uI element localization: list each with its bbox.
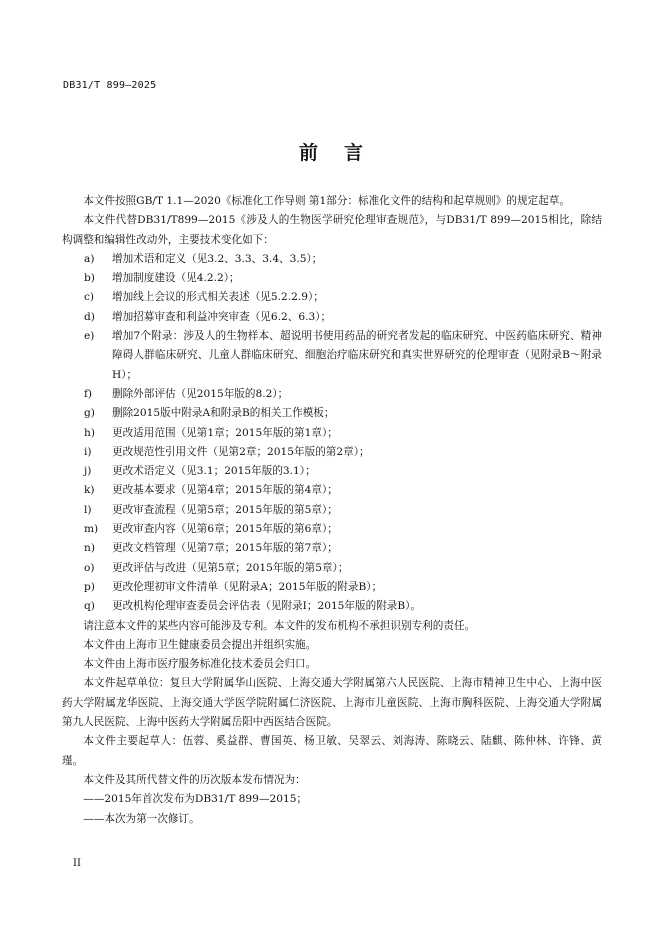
list-item-label: j) (84, 465, 92, 478)
list-item (62, 462, 602, 481)
list-item (62, 288, 602, 307)
list-item-label: b) (84, 272, 95, 285)
page-title: 前言 (298, 142, 389, 164)
list-item-text: 更改规范性引用文件（见第2章；2015年版的第2章）； (112, 445, 370, 458)
list-item-text: 更改评估与改进（见第5章；2015年版的第5章）； (112, 561, 349, 574)
list-item (62, 308, 602, 327)
list-item-text: 增加制度建设（见4.2.2）； (112, 272, 240, 285)
list-item-label: e) (84, 330, 95, 343)
list-item-label: p) (84, 580, 95, 593)
list-item-label: h) (84, 426, 95, 439)
list-item-label: l) (84, 503, 92, 516)
history-item: ——本次为第一次修订。 (83, 812, 200, 825)
list-item (62, 443, 602, 462)
intro-paragraph: 本文件按照GB/T 1.1—2020《标准化工作导则 第1部分：标准化文件的结构和起草规则》的规定起草。 (83, 195, 570, 207)
list-item-label: d) (84, 310, 95, 323)
intro-paragraph: 本文件代替DB31/T899—2015《涉及人的生物医学研究伦理审查规范》，与DB31/T 899—2015相比，除结构调整和编辑性改动外，主要技术变化如下： (62, 214, 602, 246)
list-item (62, 404, 602, 423)
history-item: ——2015年首次发布为DB31/T 899—2015； (83, 793, 308, 806)
patent-notice: 请注意本文件的某些内容可能涉及专利。本文件的发布机构不承担识别专利的责任。 (83, 619, 476, 632)
drafters: 本文件主要起草人：伍蓉、奚益群、曹国英、杨卫敏、吴翠云、刘海涛、陈晓云、陆麒、陈仲林、许锋、黄瑾。 (62, 735, 602, 767)
list-item (62, 327, 602, 385)
list-item-label: g) (84, 407, 95, 420)
list-item (62, 539, 602, 558)
list-item-text: 更改术语定义（见3.1；2015年版的3.1）； (112, 465, 316, 478)
list-item-text: 更改审查流程（见第5章；2015年版的第5章）； (112, 503, 338, 516)
list-item-text: 删除外部评估（见2015年版的8.2）； (112, 387, 289, 400)
change-list (62, 250, 602, 617)
foreword-body (62, 192, 602, 829)
history-intro: 本文件及其所代替文件的历次版本发布情况为： (83, 773, 306, 786)
proposer-statement: 本文件由上海市卫生健康委员会提出并组织实施。 (83, 638, 317, 651)
list-item-text: 增加线上会议的形式相关表述（见5.2.2.9）； (112, 291, 324, 304)
list-item (62, 501, 602, 520)
list-item-label: f) (84, 387, 93, 400)
page-number: II (73, 858, 81, 869)
list-item-label: a) (84, 252, 95, 265)
committee-statement: 本文件由上海市医疗服务标准化技术委员会归口。 (83, 658, 317, 671)
list-item (62, 250, 602, 269)
list-item-label: q) (84, 600, 95, 613)
list-item-label: k) (84, 484, 95, 497)
list-item-text: 更改文档管理（见第7章；2015年版的第7章）； (112, 542, 338, 555)
list-item (62, 578, 602, 597)
list-item-text: 更改伦理初审文件清单（见附录A；2015年版的附录B）； (112, 580, 383, 593)
list-item (62, 385, 602, 404)
list-item-label: m) (84, 523, 99, 536)
list-item-text: 更改审查内容（见第6章；2015年版的第6章）； (112, 523, 338, 536)
list-item-text: 增加7个附录：涉及人的生物样本、超说明书使用药品的研究者发起的临床研究、中医药临床研究、精神障碍人群临床研究、儿童人群临床研究、细胞治疗临床研究和真实世界研究的伦理审查（见附录B～附录H）； (112, 330, 602, 381)
list-item (62, 559, 602, 578)
list-item (62, 481, 602, 500)
drafting-units: 本文件起草单位：复旦大学附属华山医院、上海交通大学附属第六人民医院、上海市精神卫生中心、上海中医药大学附属龙华医院、上海交通大学医学院附属仁济医院、上海市儿童医院、上海市胸科医院、上海交通大学附属第九人民医院、上海中医药大学附属岳阳中西医结合医院。 (62, 677, 602, 729)
list-item (62, 424, 602, 443)
document-code: DB31/T 899—2025 (63, 80, 157, 91)
list-item-text: 删除2015版中附录A和附录B的相关工作模板； (112, 407, 335, 420)
list-item-label: o) (84, 561, 95, 574)
list-item-label: c) (84, 291, 95, 304)
list-item-text: 更改适用范围（见第1章；2015年版的第1章）； (112, 426, 338, 439)
list-item-text: 增加招募审查和利益冲突审查（见6.2、6.3）； (112, 310, 332, 323)
list-item (62, 520, 602, 539)
list-item-label: i) (84, 445, 92, 458)
list-item (62, 597, 602, 616)
list-item-text: 更改基本要求（见第4章；2015年版的第4章）； (112, 484, 338, 497)
list-item-text: 增加术语和定义（见3.2、3.3、3.4、3.5）； (112, 252, 323, 265)
list-item-text: 更改机构伦理审查委员会评估表（见附录I；2015年版的附录B）。 (112, 600, 422, 613)
list-item-label: n) (84, 542, 95, 555)
list-item (62, 269, 602, 288)
